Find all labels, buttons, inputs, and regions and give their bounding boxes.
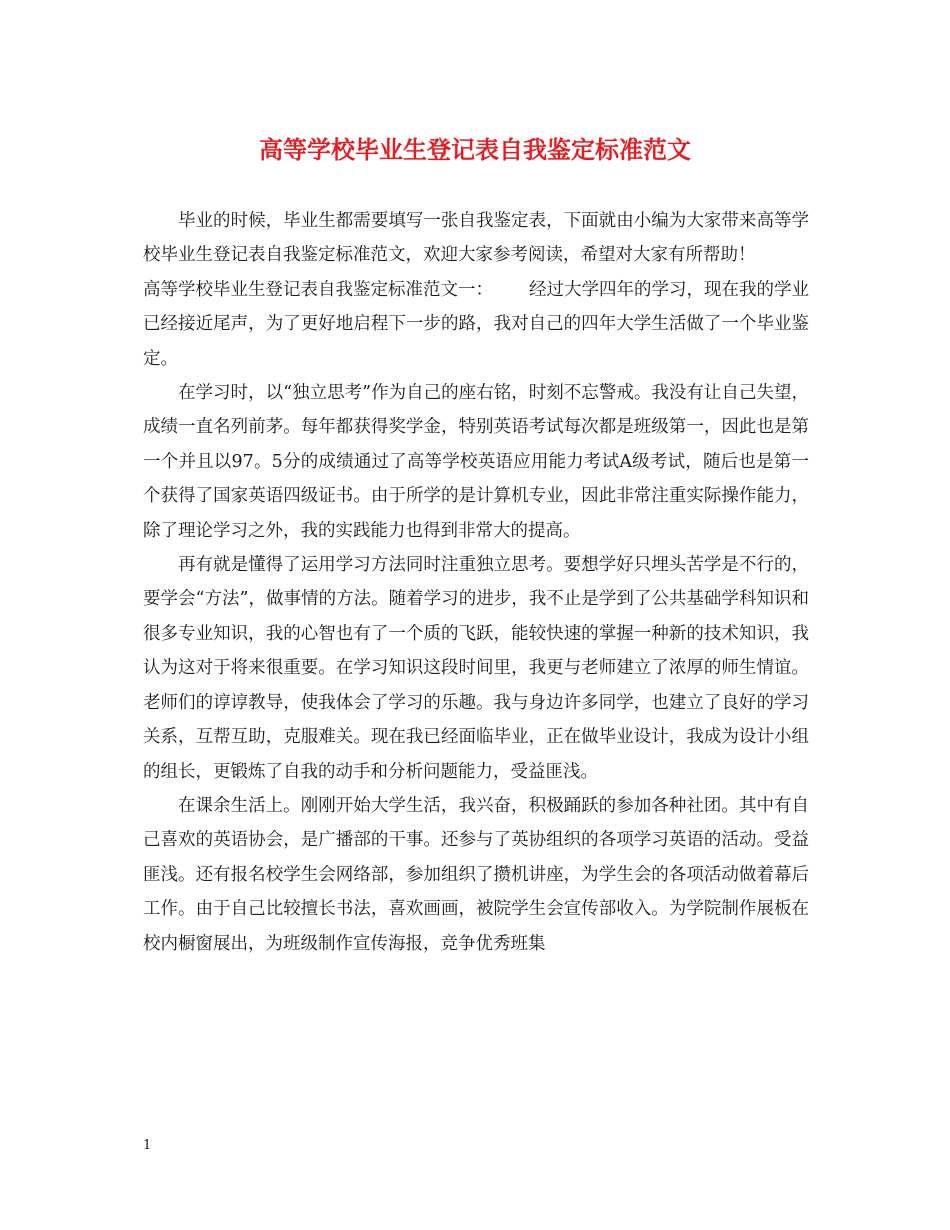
document-body xyxy=(143,204,809,961)
section-first-text: 经过大学四年的学习，现在我的学业已经接近尾声，为了更好地启程下一步的路，我对自己的四年大学生活做了一个毕业鉴定。 xyxy=(143,279,809,369)
body-paragraph-study: 在学习时，以“独立思考”作为自己的座右铭，时刻不忘警戒。我没有让自己失望，成绩一直名列前茅。每年都获得奖学金，特别英语考试每次都是班级第一，因此也是第一个并且以97。5分的成绩通过了高等学校英语应用能力考试A级考试，随后也是第一个获得了国家英语四级证书。由于所学的是计算机专业，因此非常注重实际操作能力，除了理论学习之外，我的实践能力也得到非常大的提高。 xyxy=(143,383,809,541)
section-heading: 高等学校毕业生登记表自我鉴定标准范文一： xyxy=(143,279,493,300)
body-paragraph-method: 再有就是懂得了运用学习方法同时注重独立思考。要想学好只埋头苦学是不行的，要学会“方法”，做事情的方法。随着学习的进步，我不止是学到了公共基础学科知识和很多专业知识，我的心智也有了一个质的飞跃，能较快速的掌握一种新的技术知识，我认为这对于将来很重要。在学习知识这段时间里，我更与老师建立了浓厚的师生情谊。老师们的谆谆教导，使我体会了学习的乐趣。我与身边许多同学，也建立了良好的学习关系，互帮互助，克服难关。现在我已经面临毕业，正在做毕业设计，我成为设计小组的组长，更锻炼了自我的动手和分析问题能力，受益匪浅。 xyxy=(143,555,809,782)
intro-paragraph: 毕业的时候，毕业生都需要填写一张自我鉴定表，下面就由小编为大家带来高等学校毕业生登记表自我鉴定标准范文，欢迎大家参考阅读，希望对大家有所帮助！ xyxy=(143,211,809,266)
document-title: 高等学校毕业生登记表自我鉴定标准范文 xyxy=(259,136,691,164)
body-paragraph-activities: 在课余生活上。刚刚开始大学生活，我兴奋，积极踊跃的参加各种社团。其中有自己喜欢的英语协会，是广播部的干事。还参与了英协组织的各项学习英语的活动。受益匪浅。还有报名校学生会网络部，参加组织了攒机讲座，为学生会的各项活动做着幕后工作。由于自己比较擅长书法，喜欢画画，被院学生会宣传部收入。为学院制作展板在校内橱窗展出，为班级制作宣传海报，竞争优秀班集 xyxy=(143,795,809,954)
section-one-paragraph xyxy=(143,273,809,376)
page-number: 1 xyxy=(143,1138,152,1153)
